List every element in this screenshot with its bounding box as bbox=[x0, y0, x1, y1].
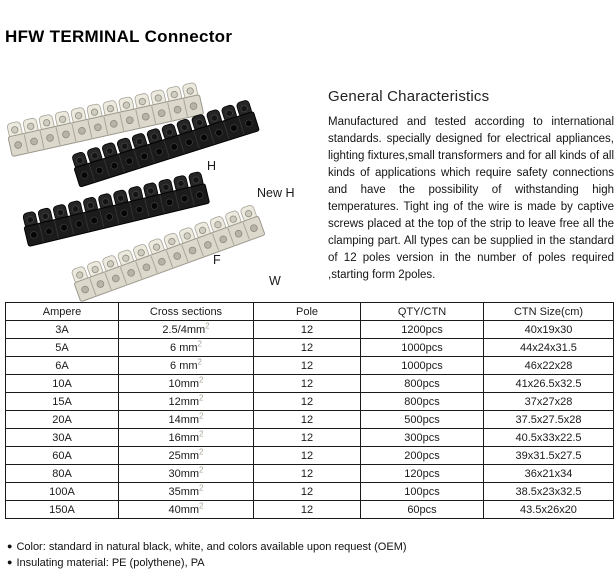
cell-ampere: 6A bbox=[6, 357, 119, 375]
spec-table bbox=[5, 302, 614, 519]
cell-qty-ctn: 60pcs bbox=[361, 501, 484, 519]
cell-pole: 12 bbox=[254, 465, 361, 483]
cell-pole: 12 bbox=[254, 393, 361, 411]
cell-qty-ctn: 100pcs bbox=[361, 483, 484, 501]
column-header: Pole bbox=[254, 303, 361, 321]
spec-table-head bbox=[6, 303, 614, 321]
cell-ampere: 60A bbox=[6, 447, 119, 465]
cell-ampere: 150A bbox=[6, 501, 119, 519]
cell-cross-section: 6 $mm^2$ bbox=[119, 339, 254, 357]
column-header: Ampere bbox=[6, 303, 119, 321]
cell-qty-ctn: 1000pcs bbox=[361, 339, 484, 357]
column-header: Cross sections bbox=[119, 303, 254, 321]
bullet-icon: ● bbox=[7, 557, 13, 567]
cell-cross-section: $14mm^2$ bbox=[119, 411, 254, 429]
cell-ctn-size: 36x21x34 bbox=[484, 465, 614, 483]
cell-cross-section: $2.5/4mm^2$ bbox=[119, 321, 254, 339]
cell-ampere: 80A bbox=[6, 465, 119, 483]
cell-cross-section: $10mm^2$ bbox=[119, 375, 254, 393]
cell-ctn-size: 40x19x30 bbox=[484, 321, 614, 339]
cell-ctn-size: 43.5x26x20 bbox=[484, 501, 614, 519]
cell-cross-section: $16mm^2$ bbox=[119, 429, 254, 447]
cell-qty-ctn: 500pcs bbox=[361, 411, 484, 429]
cell-ampere: 3A bbox=[6, 321, 119, 339]
table-row bbox=[6, 429, 614, 447]
table-row bbox=[6, 501, 614, 519]
cell-pole: 12 bbox=[254, 447, 361, 465]
cell-qty-ctn: 800pcs bbox=[361, 393, 484, 411]
cell-qty-ctn: 200pcs bbox=[361, 447, 484, 465]
cell-ctn-size: 40.5x33x22.5 bbox=[484, 429, 614, 447]
cell-pole: 12 bbox=[254, 375, 361, 393]
cell-cross-section: $30mm^2$ bbox=[119, 465, 254, 483]
note-color-text: Color: standard in natural black, white, and colors available upon request (OEM) bbox=[16, 541, 407, 553]
cell-pole: 12 bbox=[254, 339, 361, 357]
cell-ampere: 5A bbox=[6, 339, 119, 357]
cell-ampere: 20A bbox=[6, 411, 119, 429]
cell-ampere: 100A bbox=[6, 483, 119, 501]
cell-ctn-size: 46x22x28 bbox=[484, 357, 614, 375]
cell-pole: 12 bbox=[254, 411, 361, 429]
cell-cross-section: $40mm^2$ bbox=[119, 501, 254, 519]
table-row bbox=[6, 411, 614, 429]
column-header: CTN Size(cm) bbox=[484, 303, 614, 321]
cell-cross-section: 6 $mm^2$ bbox=[119, 357, 254, 375]
table-row bbox=[6, 483, 614, 501]
strip-label-w: W bbox=[269, 274, 281, 288]
section-body-text: Manufactured and tested according to international standards. specially designed for electrical appliances, lighting fixtures,small transformers and for all kinds of all kinds of applications which require safety connections and have the possibility of withstanding high temperatures. Tight ing of the wire is made by captive screws placed at the top of the strip to leave free all the clamping part. All types can be supplied in the standard of 12 poles version in the number of poles required ,starting form 2poles. bbox=[328, 116, 614, 281]
section-heading: General Characteristics bbox=[328, 88, 490, 105]
cell-cross-section: $35mm^2$ bbox=[119, 483, 254, 501]
cell-ctn-size: 44x24x31.5 bbox=[484, 339, 614, 357]
cell-ctn-size: 39x31.5x27.5 bbox=[484, 447, 614, 465]
note-insulating-text: Insulating material: PE (polythene), PA bbox=[16, 557, 205, 569]
spec-table-body bbox=[6, 321, 614, 519]
note-color bbox=[7, 539, 607, 555]
table-row bbox=[6, 339, 614, 357]
cell-ampere: 15A bbox=[6, 393, 119, 411]
footnotes bbox=[7, 539, 607, 571]
cell-qty-ctn: 800pcs bbox=[361, 375, 484, 393]
product-photo-area bbox=[0, 75, 320, 305]
cell-pole: 12 bbox=[254, 483, 361, 501]
cell-cross-section: $25mm^2$ bbox=[119, 447, 254, 465]
table-row bbox=[6, 447, 614, 465]
strip-label-f: F bbox=[213, 253, 221, 267]
cell-pole: 12 bbox=[254, 429, 361, 447]
cell-cross-section: $12mm^2$ bbox=[119, 393, 254, 411]
general-characteristics-section bbox=[328, 88, 614, 284]
cell-ampere: 10A bbox=[6, 375, 119, 393]
cell-qty-ctn: 120pcs bbox=[361, 465, 484, 483]
cell-qty-ctn: 300pcs bbox=[361, 429, 484, 447]
table-row bbox=[6, 357, 614, 375]
header-row bbox=[6, 303, 614, 321]
table-row bbox=[6, 375, 614, 393]
cell-ctn-size: 38.5x23x32.5 bbox=[484, 483, 614, 501]
table-row bbox=[6, 393, 614, 411]
cell-pole: 12 bbox=[254, 501, 361, 519]
cell-ctn-size: 41x26.5x32.5 bbox=[484, 375, 614, 393]
cell-pole: 12 bbox=[254, 321, 361, 339]
strip-label-h: H bbox=[207, 159, 217, 173]
cell-ctn-size: 37.5x27.5x28 bbox=[484, 411, 614, 429]
cell-pole: 12 bbox=[254, 357, 361, 375]
column-header: QTY/CTN bbox=[361, 303, 484, 321]
cell-qty-ctn: 1000pcs bbox=[361, 357, 484, 375]
cell-ctn-size: 37x27x28 bbox=[484, 393, 614, 411]
strip-label-new-h: New H bbox=[257, 186, 295, 200]
note-insulating-material bbox=[7, 555, 607, 571]
cell-qty-ctn: 1200pcs bbox=[361, 321, 484, 339]
table-row bbox=[6, 465, 614, 483]
table-row bbox=[6, 321, 614, 339]
bullet-icon: ● bbox=[7, 541, 13, 551]
page-title: HFW TERMINAL Connector bbox=[5, 27, 233, 46]
cell-ampere: 30A bbox=[6, 429, 119, 447]
